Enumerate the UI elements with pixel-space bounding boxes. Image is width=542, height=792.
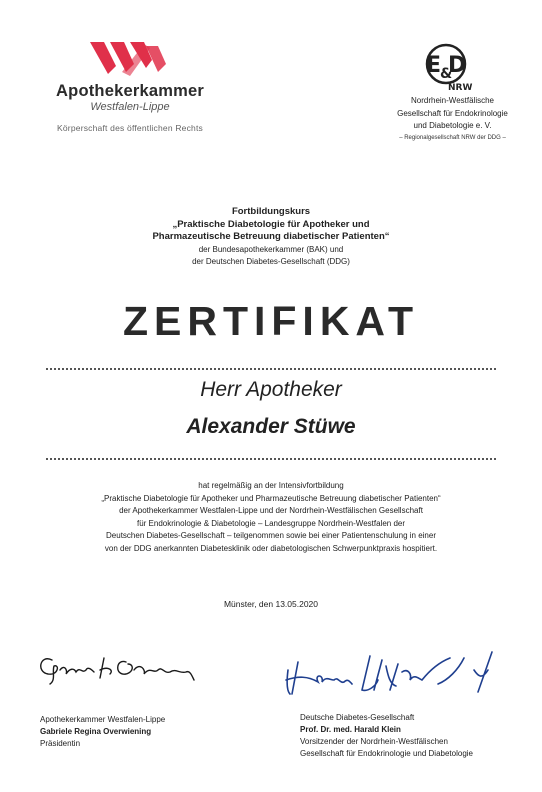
signatory-right: [300, 712, 540, 760]
course-label: Fortbildungskurs: [231, 206, 311, 217]
certificate-body: [40, 480, 502, 555]
body-line5: Deutschen Diabetes-Gesellschaft – teilgenommen sowie bei einer Patientenschulung in einer: [106, 531, 436, 540]
recipient-salutation: Herr Apotheker: [200, 378, 342, 401]
course-title-line2: Pharmazeutische Betreuung diabetischer Patienten“: [152, 231, 390, 242]
edn-logo-sub: NRW: [448, 83, 473, 92]
akwl-region: Westfalen-Lippe: [90, 101, 170, 113]
akwl-subtitle: Körperschaft des öffentlichen Rechts: [57, 123, 203, 133]
edn-line4: – Regionalgesellschaft NRW der DDG –: [399, 135, 506, 141]
signatory-right-role2: Gesellschaft für Endokrinologie und Diabetologie: [300, 749, 473, 758]
signatory-right-org: Deutsche Diabetes-Gesellschaft: [300, 713, 415, 722]
divider-bottom: [46, 458, 496, 460]
certificate-title: ZERTIFIKAT: [122, 298, 420, 344]
signatory-left-name: Gabriele Regina Overwiening: [40, 727, 152, 736]
body-line1: hat regelmäßig an der Intensivfortbildung: [198, 481, 344, 490]
signatory-left-role: Präsidentin: [40, 739, 81, 748]
signatory-left: [40, 714, 240, 750]
akwl-name: Apothekerkammer: [56, 82, 204, 100]
edn-org-name: [370, 95, 535, 133]
edn-line3: und Diabetologie e. V.: [413, 121, 492, 130]
svg-text:D: D: [448, 53, 467, 78]
edn-logo: [418, 42, 474, 92]
edn-line1: Nordrhein-Westfälische: [411, 96, 494, 105]
signatory-right-role1: Vorsitzender der Nordrhein-Westfälischen: [300, 737, 448, 746]
akwl-logo: [86, 38, 176, 78]
signatory-left-org: Apothekerkammer Westfalen-Lippe: [40, 715, 166, 724]
body-line2: „Praktische Diabetologie für Apotheker und Pharmazeutische Betreuung diabetischer Patienten“: [101, 493, 441, 503]
divider-top: [46, 368, 496, 370]
signature-left: [30, 640, 210, 690]
body-line6: von der DDG anerkannten Diabetesklinik oder diabetologischen Schwerpunktpraxis hospitiert.: [104, 543, 438, 553]
course-title-line1: „Praktische Diabetologie für Apotheker und: [172, 218, 370, 230]
body-line3: der Apothekerkammer Westfalen-Lippe und der Nordrhein-Westfälischen Gesellschaft: [119, 506, 423, 515]
body-line4: für Endokrinologie & Diabetologie – Landesgruppe Nordrhein-Westfalen der: [136, 518, 406, 528]
svg-text:&: &: [440, 66, 453, 82]
signatory-right-name: Prof. Dr. med. Harald Klein: [300, 725, 401, 734]
course-by-line1: der Bundesapothekerkammer (BAK) und: [198, 244, 344, 254]
recipient-name: Alexander Stüwe: [186, 415, 356, 438]
course-by-line2: der Deutschen Diabetes-Gesellschaft (DDG): [192, 256, 350, 266]
place-date: Münster, den 13.05.2020: [223, 599, 319, 609]
course-block: [40, 206, 502, 268]
edn-line2: Gesellschaft für Endokrinologie: [397, 108, 508, 118]
svg-text:E: E: [426, 53, 442, 78]
signature-right: [278, 640, 508, 700]
